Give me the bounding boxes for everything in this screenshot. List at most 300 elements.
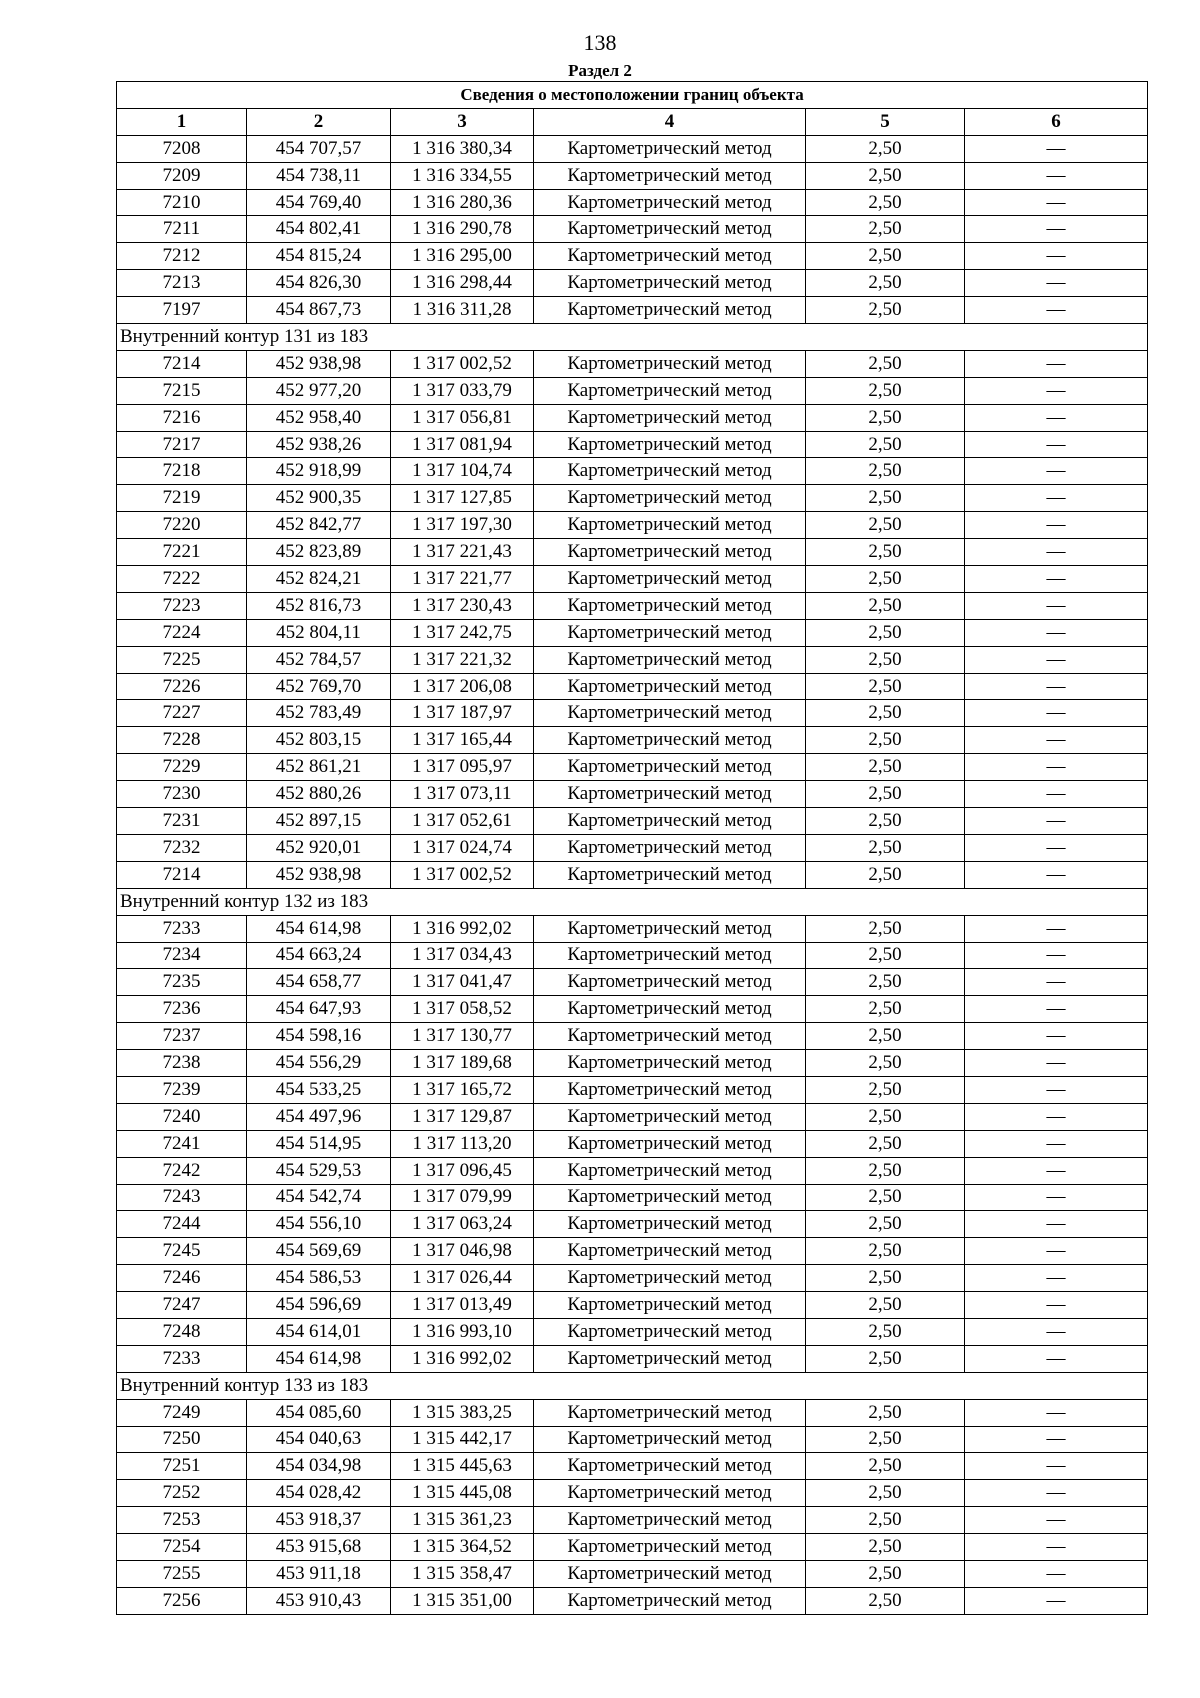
table-row <box>117 350 1148 377</box>
accuracy-cell: 2,50 <box>806 216 965 243</box>
point-number-cell: 7233 <box>117 915 247 942</box>
method-cell: Картометрический метод <box>534 1076 806 1103</box>
coordinate-y-cell: 1 315 445,63 <box>391 1453 534 1480</box>
accuracy-cell: 2,50 <box>806 270 965 297</box>
table-row <box>117 1480 1148 1507</box>
description-cell: — <box>965 1560 1148 1587</box>
point-number-cell: 7251 <box>117 1453 247 1480</box>
coordinate-x-cell: 454 598,16 <box>247 1023 391 1050</box>
accuracy-cell: 2,50 <box>806 297 965 324</box>
coordinate-x-cell: 452 783,49 <box>247 700 391 727</box>
description-cell: — <box>965 942 1148 969</box>
contour-label: Внутренний контур 133 из 183 <box>117 1372 1148 1399</box>
accuracy-cell: 2,50 <box>806 1184 965 1211</box>
coordinate-x-cell: 452 977,20 <box>247 377 391 404</box>
description-cell: — <box>965 1157 1148 1184</box>
method-cell: Картометрический метод <box>534 404 806 431</box>
table-row <box>117 539 1148 566</box>
method-cell: Картометрический метод <box>534 1103 806 1130</box>
coordinate-y-cell: 1 317 046,98 <box>391 1238 534 1265</box>
accuracy-cell: 2,50 <box>806 1103 965 1130</box>
accuracy-cell: 2,50 <box>806 808 965 835</box>
coordinate-x-cell: 454 663,24 <box>247 942 391 969</box>
description-cell: — <box>965 243 1148 270</box>
accuracy-cell: 2,50 <box>806 942 965 969</box>
point-number-cell: 7227 <box>117 700 247 727</box>
point-number-cell: 7240 <box>117 1103 247 1130</box>
coordinate-y-cell: 1 317 165,72 <box>391 1076 534 1103</box>
description-cell: — <box>965 673 1148 700</box>
point-number-cell: 7236 <box>117 996 247 1023</box>
description-cell: — <box>965 377 1148 404</box>
table-row <box>117 834 1148 861</box>
coordinate-y-cell: 1 315 358,47 <box>391 1560 534 1587</box>
table-row <box>117 861 1148 888</box>
method-cell: Картометрический метод <box>534 808 806 835</box>
description-cell: — <box>965 404 1148 431</box>
coordinate-x-cell: 452 880,26 <box>247 781 391 808</box>
point-number-cell: 7216 <box>117 404 247 431</box>
accuracy-cell: 2,50 <box>806 485 965 512</box>
table-row <box>117 808 1148 835</box>
table-row <box>117 754 1148 781</box>
method-cell: Картометрический метод <box>534 270 806 297</box>
description-cell: — <box>965 1184 1148 1211</box>
coordinate-y-cell: 1 317 024,74 <box>391 834 534 861</box>
coordinate-x-cell: 454 614,98 <box>247 915 391 942</box>
table-body <box>117 135 1148 1614</box>
coordinate-y-cell: 1 317 041,47 <box>391 969 534 996</box>
description-cell: — <box>965 458 1148 485</box>
contour-header-row <box>117 1372 1148 1399</box>
column-number-2: 2 <box>247 108 391 135</box>
method-cell: Картометрический метод <box>534 996 806 1023</box>
coordinate-x-cell: 454 085,60 <box>247 1399 391 1426</box>
method-cell: Картометрический метод <box>534 216 806 243</box>
accuracy-cell: 2,50 <box>806 700 965 727</box>
column-number-1: 1 <box>117 108 247 135</box>
method-cell: Картометрический метод <box>534 431 806 458</box>
method-cell: Картометрический метод <box>534 162 806 189</box>
coordinate-y-cell: 1 316 311,28 <box>391 297 534 324</box>
coordinate-y-cell: 1 317 056,81 <box>391 404 534 431</box>
point-number-cell: 7247 <box>117 1292 247 1319</box>
method-cell: Картометрический метод <box>534 727 806 754</box>
coordinate-y-cell: 1 317 206,08 <box>391 673 534 700</box>
coordinate-x-cell: 454 529,53 <box>247 1157 391 1184</box>
column-number-3: 3 <box>391 108 534 135</box>
point-number-cell: 7237 <box>117 1023 247 1050</box>
accuracy-cell: 2,50 <box>806 1050 965 1077</box>
coordinate-y-cell: 1 317 221,43 <box>391 539 534 566</box>
coordinate-y-cell: 1 317 230,43 <box>391 592 534 619</box>
point-number-cell: 7228 <box>117 727 247 754</box>
description-cell: — <box>965 1507 1148 1534</box>
point-number-cell: 7253 <box>117 1507 247 1534</box>
coordinate-x-cell: 454 658,77 <box>247 969 391 996</box>
coordinate-y-cell: 1 316 992,02 <box>391 915 534 942</box>
coordinate-x-cell: 454 556,29 <box>247 1050 391 1077</box>
description-cell: — <box>965 135 1148 162</box>
method-cell: Картометрический метод <box>534 754 806 781</box>
accuracy-cell: 2,50 <box>806 1265 965 1292</box>
accuracy-cell: 2,50 <box>806 1534 965 1561</box>
method-cell: Картометрический метод <box>534 1184 806 1211</box>
point-number-cell: 7248 <box>117 1318 247 1345</box>
method-cell: Картометрический метод <box>534 942 806 969</box>
table-row <box>117 1426 1148 1453</box>
accuracy-cell: 2,50 <box>806 1453 965 1480</box>
coordinate-y-cell: 1 317 104,74 <box>391 458 534 485</box>
point-number-cell: 7235 <box>117 969 247 996</box>
coordinate-y-cell: 1 316 295,00 <box>391 243 534 270</box>
description-cell: — <box>965 162 1148 189</box>
accuracy-cell: 2,50 <box>806 861 965 888</box>
table-row <box>117 646 1148 673</box>
coordinate-y-cell: 1 315 445,08 <box>391 1480 534 1507</box>
table-row <box>117 270 1148 297</box>
point-number-cell: 7242 <box>117 1157 247 1184</box>
accuracy-cell: 2,50 <box>806 377 965 404</box>
accuracy-cell: 2,50 <box>806 1560 965 1587</box>
table-row <box>117 969 1148 996</box>
point-number-cell: 7241 <box>117 1130 247 1157</box>
coordinate-y-cell: 1 317 096,45 <box>391 1157 534 1184</box>
accuracy-cell: 2,50 <box>806 350 965 377</box>
description-cell: — <box>965 1534 1148 1561</box>
point-number-cell: 7219 <box>117 485 247 512</box>
method-cell: Картометрический метод <box>534 350 806 377</box>
coordinate-x-cell: 452 804,11 <box>247 619 391 646</box>
method-cell: Картометрический метод <box>534 1050 806 1077</box>
method-cell: Картометрический метод <box>534 1023 806 1050</box>
table-row <box>117 727 1148 754</box>
description-cell: — <box>965 969 1148 996</box>
method-cell: Картометрический метод <box>534 377 806 404</box>
description-cell: — <box>965 189 1148 216</box>
method-cell: Картометрический метод <box>534 834 806 861</box>
table-row <box>117 1587 1148 1614</box>
table-row <box>117 1238 1148 1265</box>
table-row <box>117 458 1148 485</box>
description-cell: — <box>965 1023 1148 1050</box>
description-cell: — <box>965 996 1148 1023</box>
coordinate-y-cell: 1 317 002,52 <box>391 861 534 888</box>
description-cell: — <box>965 539 1148 566</box>
table-row <box>117 915 1148 942</box>
table-row <box>117 566 1148 593</box>
table-row <box>117 1345 1148 1372</box>
description-cell: — <box>965 1318 1148 1345</box>
point-number-cell: 7239 <box>117 1076 247 1103</box>
table-row <box>117 700 1148 727</box>
coordinate-y-cell: 1 316 280,36 <box>391 189 534 216</box>
description-cell: — <box>965 1050 1148 1077</box>
coordinate-y-cell: 1 316 298,44 <box>391 270 534 297</box>
point-number-cell: 7221 <box>117 539 247 566</box>
coordinate-y-cell: 1 317 221,77 <box>391 566 534 593</box>
description-cell: — <box>965 915 1148 942</box>
point-number-cell: 7222 <box>117 566 247 593</box>
page-number: 138 <box>583 30 617 55</box>
method-cell: Картометрический метод <box>534 1399 806 1426</box>
coordinate-x-cell: 454 514,95 <box>247 1130 391 1157</box>
point-number-cell: 7214 <box>117 861 247 888</box>
accuracy-cell: 2,50 <box>806 162 965 189</box>
point-number-cell: 7229 <box>117 754 247 781</box>
coordinate-y-cell: 1 317 242,75 <box>391 619 534 646</box>
coordinate-x-cell: 452 861,21 <box>247 754 391 781</box>
coordinate-x-cell: 454 614,01 <box>247 1318 391 1345</box>
coordinate-x-cell: 454 614,98 <box>247 1345 391 1372</box>
coordinate-y-cell: 1 316 290,78 <box>391 216 534 243</box>
point-number-cell: 7209 <box>117 162 247 189</box>
description-cell: — <box>965 754 1148 781</box>
accuracy-cell: 2,50 <box>806 1023 965 1050</box>
coordinate-x-cell: 454 867,73 <box>247 297 391 324</box>
point-number-cell: 7254 <box>117 1534 247 1561</box>
point-number-cell: 7245 <box>117 1238 247 1265</box>
coordinate-x-cell: 454 497,96 <box>247 1103 391 1130</box>
description-cell: — <box>965 512 1148 539</box>
column-number-5: 5 <box>806 108 965 135</box>
method-cell: Картометрический метод <box>534 512 806 539</box>
point-number-cell: 7220 <box>117 512 247 539</box>
point-number-cell: 7217 <box>117 431 247 458</box>
accuracy-cell: 2,50 <box>806 566 965 593</box>
method-cell: Картометрический метод <box>534 969 806 996</box>
coordinate-x-cell: 454 556,10 <box>247 1211 391 1238</box>
point-number-cell: 7249 <box>117 1399 247 1426</box>
table-row <box>117 1103 1148 1130</box>
coordinate-x-cell: 454 040,63 <box>247 1426 391 1453</box>
accuracy-cell: 2,50 <box>806 754 965 781</box>
description-cell: — <box>965 592 1148 619</box>
accuracy-cell: 2,50 <box>806 915 965 942</box>
coordinate-y-cell: 1 317 026,44 <box>391 1265 534 1292</box>
description-cell: — <box>965 781 1148 808</box>
coordinate-y-cell: 1 317 129,87 <box>391 1103 534 1130</box>
coordinate-y-cell: 1 317 189,68 <box>391 1050 534 1077</box>
coordinate-y-cell: 1 316 992,02 <box>391 1345 534 1372</box>
coordinate-y-cell: 1 317 221,32 <box>391 646 534 673</box>
description-cell: — <box>965 727 1148 754</box>
coordinate-x-cell: 452 938,26 <box>247 431 391 458</box>
coordinate-x-cell: 454 028,42 <box>247 1480 391 1507</box>
table-caption-row <box>117 82 1148 109</box>
description-cell: — <box>965 1453 1148 1480</box>
accuracy-cell: 2,50 <box>806 1211 965 1238</box>
table-row <box>117 1534 1148 1561</box>
method-cell: Картометрический метод <box>534 243 806 270</box>
coordinate-y-cell: 1 317 113,20 <box>391 1130 534 1157</box>
coordinate-y-cell: 1 317 081,94 <box>391 431 534 458</box>
accuracy-cell: 2,50 <box>806 969 965 996</box>
description-cell: — <box>965 1211 1148 1238</box>
coordinate-x-cell: 454 533,25 <box>247 1076 391 1103</box>
method-cell: Картометрический метод <box>534 1130 806 1157</box>
table-row <box>117 189 1148 216</box>
table-row <box>117 619 1148 646</box>
description-cell: — <box>965 216 1148 243</box>
description-cell: — <box>965 1399 1148 1426</box>
coordinate-y-cell: 1 315 351,00 <box>391 1587 534 1614</box>
point-number-cell: 7255 <box>117 1560 247 1587</box>
description-cell: — <box>965 1426 1148 1453</box>
coordinate-x-cell: 453 915,68 <box>247 1534 391 1561</box>
coordinate-x-cell: 454 569,69 <box>247 1238 391 1265</box>
point-number-cell: 7243 <box>117 1184 247 1211</box>
accuracy-cell: 2,50 <box>806 619 965 646</box>
table-row <box>117 1265 1148 1292</box>
accuracy-cell: 2,50 <box>806 1345 965 1372</box>
method-cell: Картометрический метод <box>534 1453 806 1480</box>
table-row <box>117 377 1148 404</box>
point-number-cell: 7234 <box>117 942 247 969</box>
coordinate-x-cell: 452 816,73 <box>247 592 391 619</box>
coordinate-y-cell: 1 317 013,49 <box>391 1292 534 1319</box>
coordinate-y-cell: 1 317 187,97 <box>391 700 534 727</box>
method-cell: Картометрический метод <box>534 619 806 646</box>
description-cell: — <box>965 1345 1148 1372</box>
accuracy-cell: 2,50 <box>806 592 965 619</box>
table-caption: Сведения о местоположении границ объекта <box>117 82 1148 109</box>
method-cell: Картометрический метод <box>534 1587 806 1614</box>
point-number-cell: 7246 <box>117 1265 247 1292</box>
point-number-cell: 7208 <box>117 135 247 162</box>
table-row <box>117 1023 1148 1050</box>
point-number-cell: 7250 <box>117 1426 247 1453</box>
coordinate-x-cell: 453 910,43 <box>247 1587 391 1614</box>
method-cell: Картометрический метод <box>534 673 806 700</box>
accuracy-cell: 2,50 <box>806 1130 965 1157</box>
accuracy-cell: 2,50 <box>806 781 965 808</box>
coordinate-y-cell: 1 317 197,30 <box>391 512 534 539</box>
method-cell: Картометрический метод <box>534 646 806 673</box>
coordinate-x-cell: 453 918,37 <box>247 1507 391 1534</box>
coordinate-x-cell: 452 938,98 <box>247 350 391 377</box>
table-row <box>117 1560 1148 1587</box>
table-row <box>117 1292 1148 1319</box>
coordinate-x-cell: 452 958,40 <box>247 404 391 431</box>
coordinate-y-cell: 1 315 364,52 <box>391 1534 534 1561</box>
table-row <box>117 942 1148 969</box>
coordinate-y-cell: 1 317 058,52 <box>391 996 534 1023</box>
table-row <box>117 297 1148 324</box>
point-number-cell: 7223 <box>117 592 247 619</box>
accuracy-cell: 2,50 <box>806 512 965 539</box>
method-cell: Картометрический метод <box>534 592 806 619</box>
coordinate-y-cell: 1 315 442,17 <box>391 1426 534 1453</box>
table-row <box>117 404 1148 431</box>
method-cell: Картометрический метод <box>534 1318 806 1345</box>
coordinate-x-cell: 452 769,70 <box>247 673 391 700</box>
accuracy-cell: 2,50 <box>806 135 965 162</box>
point-number-cell: 7210 <box>117 189 247 216</box>
coordinate-x-cell: 453 911,18 <box>247 1560 391 1587</box>
contour-header-row <box>117 888 1148 915</box>
table-row <box>117 135 1148 162</box>
method-cell: Картометрический метод <box>534 1426 806 1453</box>
accuracy-cell: 2,50 <box>806 996 965 1023</box>
column-number-row <box>117 108 1148 135</box>
method-cell: Картометрический метод <box>534 915 806 942</box>
coordinate-x-cell: 452 918,99 <box>247 458 391 485</box>
coordinate-y-cell: 1 317 063,24 <box>391 1211 534 1238</box>
table-row <box>117 592 1148 619</box>
table-row <box>117 1050 1148 1077</box>
point-number-cell: 7211 <box>117 216 247 243</box>
coordinate-x-cell: 452 897,15 <box>247 808 391 835</box>
point-number-cell: 7225 <box>117 646 247 673</box>
method-cell: Картометрический метод <box>534 1211 806 1238</box>
coordinate-x-cell: 454 826,30 <box>247 270 391 297</box>
method-cell: Картометрический метод <box>534 1560 806 1587</box>
point-number-cell: 7244 <box>117 1211 247 1238</box>
coordinate-y-cell: 1 316 380,34 <box>391 135 534 162</box>
description-cell: — <box>965 350 1148 377</box>
method-cell: Картометрический метод <box>534 1157 806 1184</box>
coordinate-x-cell: 454 738,11 <box>247 162 391 189</box>
method-cell: Картометрический метод <box>534 485 806 512</box>
column-number-6: 6 <box>965 108 1148 135</box>
contour-label: Внутренний контур 132 из 183 <box>117 888 1148 915</box>
coordinate-y-cell: 1 316 334,55 <box>391 162 534 189</box>
table-row <box>117 673 1148 700</box>
method-cell: Картометрический метод <box>534 700 806 727</box>
coordinate-x-cell: 454 815,24 <box>247 243 391 270</box>
method-cell: Картометрический метод <box>534 566 806 593</box>
point-number-cell: 7233 <box>117 1345 247 1372</box>
accuracy-cell: 2,50 <box>806 431 965 458</box>
table-row <box>117 1157 1148 1184</box>
accuracy-cell: 2,50 <box>806 189 965 216</box>
description-cell: — <box>965 485 1148 512</box>
coordinate-y-cell: 1 317 052,61 <box>391 808 534 835</box>
method-cell: Картометрический метод <box>534 1507 806 1534</box>
table-row <box>117 1184 1148 1211</box>
coordinate-x-cell: 452 900,35 <box>247 485 391 512</box>
method-cell: Картометрический метод <box>534 1292 806 1319</box>
description-cell: — <box>965 700 1148 727</box>
accuracy-cell: 2,50 <box>806 1480 965 1507</box>
description-cell: — <box>965 431 1148 458</box>
description-cell: — <box>965 861 1148 888</box>
coordinate-x-cell: 452 784,57 <box>247 646 391 673</box>
method-cell: Картометрический метод <box>534 539 806 566</box>
table-row <box>117 781 1148 808</box>
accuracy-cell: 2,50 <box>806 1399 965 1426</box>
accuracy-cell: 2,50 <box>806 834 965 861</box>
description-cell: — <box>965 1480 1148 1507</box>
description-cell: — <box>965 1103 1148 1130</box>
description-cell: — <box>965 1130 1148 1157</box>
method-cell: Картометрический метод <box>534 1480 806 1507</box>
accuracy-cell: 2,50 <box>806 1426 965 1453</box>
coordinate-y-cell: 1 317 002,52 <box>391 350 534 377</box>
accuracy-cell: 2,50 <box>806 539 965 566</box>
description-cell: — <box>965 566 1148 593</box>
point-number-cell: 7230 <box>117 781 247 808</box>
table-row <box>117 1507 1148 1534</box>
point-number-cell: 7232 <box>117 834 247 861</box>
coordinate-x-cell: 454 542,74 <box>247 1184 391 1211</box>
point-number-cell: 7215 <box>117 377 247 404</box>
method-cell: Картометрический метод <box>534 861 806 888</box>
accuracy-cell: 2,50 <box>806 404 965 431</box>
table-row <box>117 1318 1148 1345</box>
accuracy-cell: 2,50 <box>806 646 965 673</box>
